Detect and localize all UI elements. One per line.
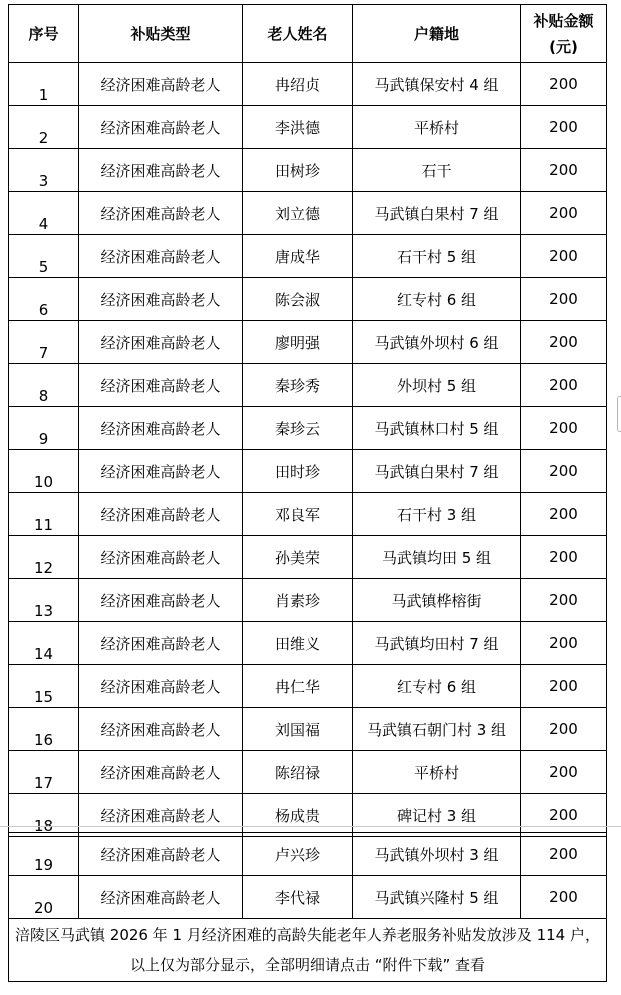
header-amount-line1: 补贴金额	[533, 11, 594, 30]
table-row	[9, 493, 607, 536]
table-row	[9, 235, 607, 278]
cell-amount: 200	[521, 63, 607, 106]
cell-amount: 200	[521, 536, 607, 579]
cell-elder-name: 李代禄	[243, 876, 353, 919]
cell-subsidy-type: 经济困难高龄老人	[79, 278, 243, 321]
cell-subsidy-type: 经济困难高龄老人	[79, 364, 243, 407]
table-row	[9, 794, 607, 837]
cell-elder-name: 唐成华	[243, 235, 353, 278]
cell-residence: 平桥村	[353, 751, 521, 794]
cell-residence: 马武镇外坝村 3 组	[353, 833, 521, 876]
table-row	[9, 63, 607, 106]
cell-index: 7	[9, 321, 79, 364]
subsidy-table-part2	[8, 832, 607, 982]
cell-subsidy-type: 经济困难高龄老人	[79, 708, 243, 751]
table-row	[9, 876, 607, 919]
cell-residence: 马武镇均田 5 组	[353, 536, 521, 579]
cell-elder-name: 杨成贵	[243, 794, 353, 837]
table-row	[9, 622, 607, 665]
cell-amount: 200	[521, 364, 607, 407]
cell-elder-name: 孙美荣	[243, 536, 353, 579]
cell-amount: 200	[521, 876, 607, 919]
table-row	[9, 708, 607, 751]
cell-residence: 马武镇白果村 7 组	[353, 450, 521, 493]
cell-index: 12	[9, 536, 79, 579]
footer-note-row	[9, 919, 607, 982]
cell-index: 18	[9, 794, 79, 837]
cell-subsidy-type: 经济困难高龄老人	[79, 876, 243, 919]
cell-amount: 200	[521, 708, 607, 751]
cell-elder-name: 田时珍	[243, 450, 353, 493]
table-row	[9, 364, 607, 407]
cell-amount: 200	[521, 149, 607, 192]
footer-note: 涪陵区马武镇 2026 年 1 月经济困难的高龄失能老年人养老服务补贴发放涉及 114 户，以上仅为部分显示，全部明细请点击 “附件下载” 查看	[9, 919, 607, 982]
cell-residence: 马武镇外坝村 6 组	[353, 321, 521, 364]
cell-index: 9	[9, 407, 79, 450]
table-row	[9, 833, 607, 876]
header-elder-name: 老人姓名	[243, 5, 353, 63]
table-row	[9, 665, 607, 708]
table-row	[9, 450, 607, 493]
cell-subsidy-type: 经济困难高龄老人	[79, 536, 243, 579]
cell-subsidy-type: 经济困难高龄老人	[79, 407, 243, 450]
cell-elder-name: 陈绍禄	[243, 751, 353, 794]
cell-residence: 平桥村	[353, 106, 521, 149]
cell-elder-name: 秦珍云	[243, 407, 353, 450]
cell-subsidy-type: 经济困难高龄老人	[79, 235, 243, 278]
table-row	[9, 192, 607, 235]
cell-residence: 马武镇均田村 7 组	[353, 622, 521, 665]
cell-residence: 马武镇白果村 7 组	[353, 192, 521, 235]
cell-amount: 200	[521, 665, 607, 708]
cell-amount: 200	[521, 833, 607, 876]
cell-residence: 外坝村 5 组	[353, 364, 521, 407]
cell-index: 19	[9, 833, 79, 876]
cell-index: 15	[9, 665, 79, 708]
cell-amount: 200	[521, 622, 607, 665]
cell-elder-name: 田维义	[243, 622, 353, 665]
cell-elder-name: 冉仁华	[243, 665, 353, 708]
cell-index: 4	[9, 192, 79, 235]
table-row	[9, 536, 607, 579]
cell-index: 13	[9, 579, 79, 622]
cell-residence: 马武镇林口村 5 组	[353, 407, 521, 450]
table-row	[9, 751, 607, 794]
cell-amount: 200	[521, 321, 607, 364]
cell-index: 3	[9, 149, 79, 192]
cell-subsidy-type: 经济困难高龄老人	[79, 321, 243, 364]
cell-subsidy-type: 经济困难高龄老人	[79, 450, 243, 493]
cell-residence: 红专村 6 组	[353, 278, 521, 321]
cell-subsidy-type: 经济困难高龄老人	[79, 794, 243, 837]
scroll-edge-marker	[617, 396, 621, 432]
header-residence: 户籍地	[353, 5, 521, 63]
cell-amount: 200	[521, 751, 607, 794]
cell-subsidy-type: 经济困难高龄老人	[79, 751, 243, 794]
cell-index: 20	[9, 876, 79, 919]
cell-subsidy-type: 经济困难高龄老人	[79, 665, 243, 708]
cell-index: 1	[9, 63, 79, 106]
cell-residence: 红专村 6 组	[353, 665, 521, 708]
cell-amount: 200	[521, 235, 607, 278]
cell-elder-name: 田树珍	[243, 149, 353, 192]
cell-elder-name: 李洪德	[243, 106, 353, 149]
cell-index: 8	[9, 364, 79, 407]
cell-elder-name: 邓良军	[243, 493, 353, 536]
cell-index: 11	[9, 493, 79, 536]
cell-residence: 石干村 3 组	[353, 493, 521, 536]
header-amount-line2: (元)	[549, 37, 578, 56]
cell-index: 2	[9, 106, 79, 149]
cell-elder-name: 卢兴珍	[243, 833, 353, 876]
cell-residence: 马武镇桦榕街	[353, 579, 521, 622]
cell-subsidy-type: 经济困难高龄老人	[79, 622, 243, 665]
cell-amount: 200	[521, 794, 607, 837]
cell-residence: 碑记村 3 组	[353, 794, 521, 837]
table-row	[9, 149, 607, 192]
header-index: 序号	[9, 5, 79, 63]
cell-residence: 马武镇兴隆村 5 组	[353, 876, 521, 919]
cell-index: 14	[9, 622, 79, 665]
cell-index: 5	[9, 235, 79, 278]
cell-amount: 200	[521, 192, 607, 235]
cell-amount: 200	[521, 106, 607, 149]
cell-subsidy-type: 经济困难高龄老人	[79, 493, 243, 536]
cell-amount: 200	[521, 579, 607, 622]
cell-amount: 200	[521, 450, 607, 493]
cell-subsidy-type: 经济困难高龄老人	[79, 579, 243, 622]
table-row	[9, 579, 607, 622]
cell-index: 16	[9, 708, 79, 751]
cell-subsidy-type: 经济困难高龄老人	[79, 149, 243, 192]
table-header-row	[9, 5, 607, 63]
cell-residence: 石干	[353, 149, 521, 192]
page-break-line	[0, 826, 621, 827]
cell-residence: 马武镇石朝门村 3 组	[353, 708, 521, 751]
cell-index: 6	[9, 278, 79, 321]
cell-amount: 200	[521, 493, 607, 536]
cell-elder-name: 肖素珍	[243, 579, 353, 622]
cell-elder-name: 冉绍贞	[243, 63, 353, 106]
cell-subsidy-type: 经济困难高龄老人	[79, 192, 243, 235]
header-subsidy-type: 补贴类型	[79, 5, 243, 63]
cell-residence: 马武镇保安村 4 组	[353, 63, 521, 106]
cell-subsidy-type: 经济困难高龄老人	[79, 833, 243, 876]
cell-subsidy-type: 经济困难高龄老人	[79, 63, 243, 106]
subsidy-table-part1	[8, 4, 607, 837]
table-row	[9, 407, 607, 450]
cell-index: 10	[9, 450, 79, 493]
header-amount	[521, 5, 607, 63]
cell-residence: 石干村 5 组	[353, 235, 521, 278]
cell-elder-name: 刘立德	[243, 192, 353, 235]
cell-subsidy-type: 经济困难高龄老人	[79, 106, 243, 149]
cell-elder-name: 秦珍秀	[243, 364, 353, 407]
table-row	[9, 321, 607, 364]
cell-elder-name: 刘国福	[243, 708, 353, 751]
cell-elder-name: 陈会淑	[243, 278, 353, 321]
cell-elder-name: 廖明强	[243, 321, 353, 364]
cell-amount: 200	[521, 407, 607, 450]
table-row	[9, 278, 607, 321]
cell-index: 17	[9, 751, 79, 794]
cell-amount: 200	[521, 278, 607, 321]
table-row	[9, 106, 607, 149]
